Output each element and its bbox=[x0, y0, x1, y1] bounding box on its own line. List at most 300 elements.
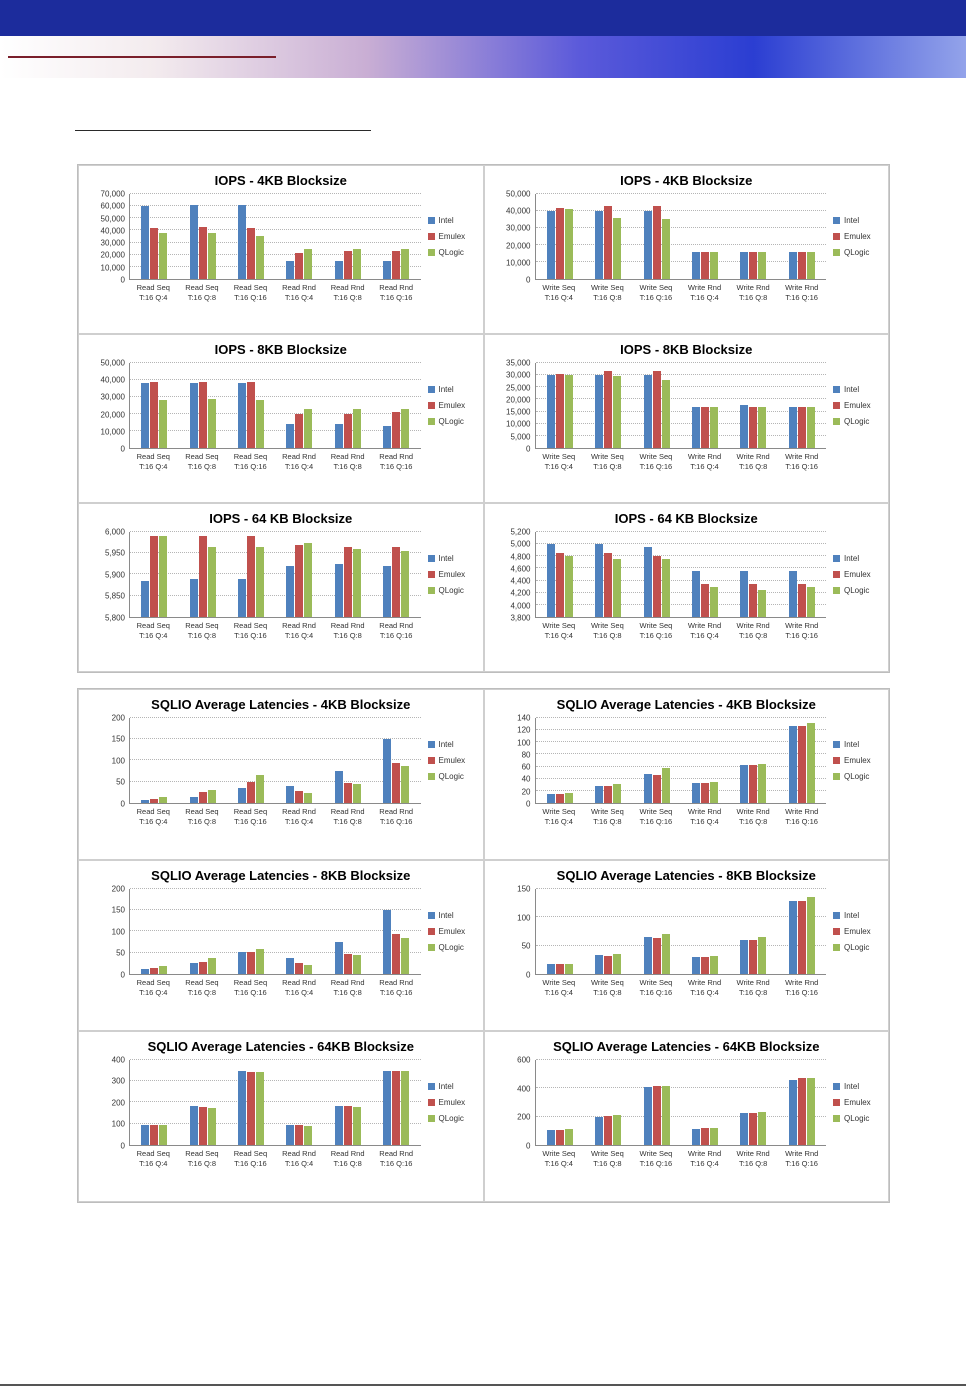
bar-emulex bbox=[701, 252, 709, 279]
legend-item bbox=[428, 554, 477, 563]
bar-group bbox=[584, 532, 632, 617]
bar-group bbox=[584, 718, 632, 803]
x-category-line1: Read Rnd bbox=[330, 282, 365, 292]
x-category-line1: Write Seq bbox=[542, 451, 576, 461]
bar-intel bbox=[190, 579, 198, 617]
x-category-line2: T:16 Q:8 bbox=[738, 292, 768, 302]
bar-group bbox=[372, 1060, 420, 1145]
bar-qlogic bbox=[662, 768, 670, 803]
y-axis-label: 20,000 bbox=[506, 241, 531, 251]
y-axis-label: 4,800 bbox=[510, 552, 531, 562]
bar-group bbox=[778, 363, 826, 448]
plot-column bbox=[535, 363, 827, 500]
x-category-line2: T:16 Q:8 bbox=[593, 461, 622, 471]
x-category-label bbox=[777, 807, 826, 827]
x-category-label bbox=[632, 978, 681, 998]
header-gradient-band bbox=[0, 36, 966, 78]
bar-intel bbox=[789, 901, 797, 974]
legend-item bbox=[428, 1114, 477, 1123]
bar-intel bbox=[740, 765, 748, 803]
bar-intel bbox=[644, 1087, 652, 1145]
x-category-line2: T:16 Q:4 bbox=[139, 292, 168, 302]
chart-title: IOPS - 8KB Blocksize bbox=[620, 342, 753, 357]
bar-emulex bbox=[653, 556, 661, 617]
bar-group bbox=[275, 889, 323, 974]
y-axis-label: 40,000 bbox=[100, 226, 125, 236]
bar-group bbox=[729, 194, 777, 279]
bar-emulex bbox=[392, 934, 400, 974]
x-category-label bbox=[535, 621, 584, 641]
legend-swatch bbox=[833, 928, 840, 935]
x-category-label bbox=[226, 978, 275, 998]
legend bbox=[826, 1060, 882, 1146]
x-category-label bbox=[178, 621, 227, 641]
legend-swatch bbox=[428, 1083, 435, 1090]
legend-label: Emulex bbox=[844, 232, 871, 242]
bar-intel bbox=[692, 957, 700, 974]
x-category-line2: T:16 Q:16 bbox=[234, 987, 267, 997]
bar-intel bbox=[595, 955, 603, 974]
legend-label: Intel bbox=[844, 554, 860, 564]
legend-swatch bbox=[833, 402, 840, 409]
y-axis-label: 0 bbox=[526, 275, 531, 285]
bar-qlogic bbox=[353, 955, 361, 974]
x-category-line1: Write Rnd bbox=[687, 620, 722, 630]
bar-qlogic bbox=[159, 1125, 167, 1145]
bar-intel bbox=[595, 375, 603, 448]
x-category-label bbox=[583, 452, 632, 472]
x-category-label bbox=[178, 978, 227, 998]
bar-intel bbox=[238, 383, 246, 448]
legend-label: Intel bbox=[844, 911, 860, 921]
bar-emulex bbox=[344, 414, 352, 448]
bar-emulex bbox=[798, 407, 806, 448]
chart-title: IOPS - 4KB Blocksize bbox=[214, 173, 347, 188]
y-axis bbox=[491, 189, 535, 285]
x-category-line1: Read Seq bbox=[185, 620, 219, 630]
bar-intel bbox=[383, 261, 391, 279]
bar-emulex bbox=[653, 1086, 661, 1145]
x-category-label bbox=[680, 621, 729, 641]
bar-qlogic bbox=[807, 587, 815, 617]
y-axis-label: 5,900 bbox=[104, 570, 125, 580]
bar-group bbox=[324, 1060, 372, 1145]
legend bbox=[826, 889, 882, 975]
x-category-line1: Read Seq bbox=[136, 806, 170, 816]
y-axis-label: 50,000 bbox=[100, 214, 125, 224]
y-axis-label: 50,000 bbox=[100, 358, 125, 368]
bar-intel bbox=[692, 783, 700, 803]
chart-cell bbox=[78, 860, 484, 1031]
legend-swatch bbox=[833, 773, 840, 780]
bar-group bbox=[324, 194, 372, 279]
bar-intel bbox=[789, 252, 797, 279]
legend-item bbox=[833, 756, 882, 765]
y-axis-label: 120 bbox=[517, 725, 531, 735]
bar-qlogic bbox=[353, 784, 361, 803]
bar-intel bbox=[335, 424, 343, 448]
chart-cell bbox=[78, 1031, 484, 1202]
x-category-line2: T:16 Q:4 bbox=[139, 1158, 168, 1168]
bar-emulex bbox=[150, 968, 158, 974]
x-category-line1: Read Seq bbox=[233, 806, 268, 816]
bar-emulex bbox=[199, 962, 207, 973]
x-category-line2: T:16 Q:4 bbox=[690, 630, 719, 640]
x-category-line1: Write Rnd bbox=[785, 451, 819, 461]
legend bbox=[826, 194, 882, 280]
bar-intel bbox=[595, 544, 603, 617]
y-axis-label: 5,800 bbox=[104, 613, 125, 623]
x-category-line1: Read Rnd bbox=[379, 451, 414, 461]
legend-label: Emulex bbox=[844, 1098, 871, 1108]
legend-label: QLogic bbox=[844, 248, 870, 258]
x-category-label bbox=[372, 1149, 421, 1169]
bar-qlogic bbox=[662, 559, 670, 617]
legend-swatch bbox=[833, 249, 840, 256]
legend-label: QLogic bbox=[438, 248, 464, 258]
bar-emulex bbox=[556, 208, 564, 279]
bar-group bbox=[536, 194, 584, 279]
bar-emulex bbox=[150, 382, 158, 448]
bar-emulex bbox=[392, 1071, 400, 1145]
bar-emulex bbox=[392, 251, 400, 279]
y-axis bbox=[491, 1055, 535, 1151]
x-category-line1: Write Rnd bbox=[736, 806, 770, 816]
bar-qlogic bbox=[758, 764, 766, 803]
x-category-line2: T:16 Q:8 bbox=[593, 292, 622, 302]
bar-emulex bbox=[749, 252, 757, 279]
chart-title: SQLIO Average Latencies - 64KB Blocksize bbox=[553, 1039, 820, 1054]
bar-group bbox=[632, 363, 680, 448]
bar-intel bbox=[141, 383, 149, 448]
y-axis bbox=[85, 713, 129, 809]
bar-qlogic bbox=[565, 375, 573, 448]
bar-group bbox=[275, 1060, 323, 1145]
x-category-label bbox=[226, 807, 275, 827]
x-category-line2: T:16 Q:8 bbox=[333, 630, 362, 640]
y-axis-label: 5,000 bbox=[510, 539, 531, 549]
chart-body bbox=[85, 358, 477, 500]
x-category-line2: T:16 Q:8 bbox=[738, 987, 768, 997]
bar-emulex bbox=[199, 792, 207, 803]
bar-intel bbox=[692, 252, 700, 279]
x-category-line2: T:16 Q:16 bbox=[379, 987, 413, 997]
x-category-line1: Write Seq bbox=[590, 977, 624, 987]
plot-column bbox=[129, 889, 421, 1028]
chart-title: SQLIO Average Latencies - 4KB Blocksize bbox=[151, 697, 411, 712]
plot-column bbox=[129, 718, 421, 857]
legend-swatch bbox=[833, 418, 840, 425]
bar-intel bbox=[644, 211, 652, 279]
x-category-label bbox=[777, 1149, 826, 1169]
bar-emulex bbox=[247, 228, 255, 279]
x-axis-labels bbox=[535, 621, 827, 641]
legend bbox=[421, 889, 477, 975]
bar-emulex bbox=[199, 382, 207, 448]
bar-intel bbox=[190, 383, 198, 448]
bar-qlogic bbox=[807, 1078, 815, 1145]
x-category-line1: Write Seq bbox=[639, 282, 673, 292]
chart-title: SQLIO Average Latencies - 8KB Blocksize bbox=[556, 868, 816, 883]
y-axis-label: 200 bbox=[111, 884, 125, 894]
legend-label: Emulex bbox=[438, 756, 466, 766]
bar-qlogic bbox=[710, 252, 718, 279]
bar-emulex bbox=[295, 414, 303, 448]
legend-item bbox=[833, 232, 882, 241]
bar-qlogic bbox=[662, 934, 670, 974]
bar-group bbox=[130, 194, 178, 279]
legend-item bbox=[833, 911, 882, 920]
bar-intel bbox=[335, 261, 343, 279]
x-category-line2: T:16 Q:8 bbox=[593, 1158, 622, 1168]
bar-qlogic bbox=[256, 400, 264, 448]
bar-intel bbox=[789, 571, 797, 617]
x-category-label bbox=[323, 452, 372, 472]
x-axis-labels bbox=[535, 978, 827, 998]
x-axis-labels bbox=[535, 807, 827, 827]
chart-body bbox=[85, 884, 477, 1028]
bar-qlogic bbox=[159, 400, 167, 448]
bar-group bbox=[227, 194, 275, 279]
y-axis-label: 20,000 bbox=[100, 250, 125, 260]
legend-item bbox=[428, 1098, 477, 1107]
bar-emulex bbox=[247, 782, 255, 803]
bar-qlogic bbox=[208, 233, 216, 279]
bar-intel bbox=[286, 1125, 294, 1145]
x-category-line1: Read Seq bbox=[185, 451, 219, 461]
legend-item bbox=[428, 417, 477, 426]
legend-label: QLogic bbox=[438, 1114, 464, 1124]
bar-qlogic bbox=[208, 958, 216, 974]
legend bbox=[421, 1060, 477, 1146]
plot-column bbox=[535, 532, 827, 669]
x-category-line2: T:16 Q:4 bbox=[690, 816, 719, 826]
x-category-line1: Read Rnd bbox=[379, 806, 414, 816]
chart-body bbox=[491, 358, 883, 500]
x-category-line2: T:16 Q:8 bbox=[333, 1158, 362, 1168]
bar-group bbox=[778, 194, 826, 279]
x-category-line1: Write Rnd bbox=[687, 1148, 722, 1158]
bar-qlogic bbox=[304, 965, 312, 974]
bar-qlogic bbox=[662, 219, 670, 279]
bar-qlogic bbox=[758, 1112, 766, 1145]
bar-intel bbox=[547, 544, 555, 617]
bar-emulex bbox=[749, 765, 757, 803]
chart-body bbox=[85, 1055, 477, 1199]
bar-intel bbox=[238, 205, 246, 279]
plot-column bbox=[535, 718, 827, 857]
x-axis-labels bbox=[129, 283, 421, 303]
bar-emulex bbox=[247, 382, 255, 448]
x-category-line2: T:16 Q:16 bbox=[379, 461, 413, 471]
x-category-line1: Read Seq bbox=[136, 451, 170, 461]
bar-emulex bbox=[604, 206, 612, 279]
bar-group bbox=[778, 1060, 826, 1145]
x-category-line2: T:16 Q:4 bbox=[544, 461, 573, 471]
bar-emulex bbox=[247, 952, 255, 974]
legend bbox=[421, 363, 477, 449]
bar-qlogic bbox=[758, 590, 766, 617]
x-category-label bbox=[729, 807, 778, 827]
y-axis bbox=[491, 884, 535, 980]
y-axis-label: 10,000 bbox=[506, 419, 531, 429]
legend-label: Emulex bbox=[438, 232, 466, 242]
x-category-line2: T:16 Q:4 bbox=[544, 1158, 573, 1168]
bar-emulex bbox=[749, 584, 757, 617]
x-category-line1: Read Rnd bbox=[282, 451, 316, 461]
x-category-label bbox=[777, 978, 826, 998]
x-category-line1: Write Rnd bbox=[736, 977, 770, 987]
x-category-line1: Read Seq bbox=[233, 282, 268, 292]
bar-group bbox=[729, 889, 777, 974]
bar-qlogic bbox=[401, 766, 409, 803]
y-axis-label: 3,800 bbox=[510, 613, 531, 623]
x-category-line1: Read Seq bbox=[185, 977, 219, 987]
chart-body bbox=[85, 189, 477, 331]
x-category-line2: T:16 Q:4 bbox=[544, 630, 573, 640]
bar-intel bbox=[547, 1130, 555, 1145]
plot-area bbox=[535, 718, 827, 804]
plot-column bbox=[535, 889, 827, 1028]
legend-swatch bbox=[428, 217, 435, 224]
chart-body bbox=[491, 189, 883, 331]
x-axis-labels bbox=[535, 452, 827, 472]
y-axis-label: 0 bbox=[120, 799, 125, 809]
legend-label: Intel bbox=[438, 1082, 454, 1092]
x-category-label bbox=[680, 978, 729, 998]
legend-item bbox=[833, 401, 882, 410]
y-axis-label: 100 bbox=[111, 1119, 125, 1129]
bar-qlogic bbox=[710, 782, 718, 803]
bar-group bbox=[729, 363, 777, 448]
bar-qlogic bbox=[401, 551, 409, 617]
header-title-underline bbox=[8, 56, 276, 58]
bar-qlogic bbox=[565, 1129, 573, 1145]
bar-intel bbox=[383, 566, 391, 617]
x-category-label bbox=[680, 283, 729, 303]
x-category-line1: Read Seq bbox=[136, 977, 170, 987]
y-axis-label: 50,000 bbox=[506, 189, 531, 199]
x-category-line1: Write Seq bbox=[590, 806, 624, 816]
legend-swatch bbox=[428, 587, 435, 594]
y-axis-label: 200 bbox=[517, 1112, 531, 1122]
y-axis-label: 20,000 bbox=[100, 410, 125, 420]
bar-group bbox=[536, 718, 584, 803]
x-category-line1: Write Seq bbox=[542, 282, 576, 292]
x-category-label bbox=[680, 1149, 729, 1169]
legend-item bbox=[833, 216, 882, 225]
x-category-line2: T:16 Q:16 bbox=[639, 461, 673, 471]
x-category-line2: T:16 Q:4 bbox=[284, 630, 314, 640]
bar-qlogic bbox=[613, 954, 621, 974]
legend-item bbox=[833, 927, 882, 936]
bar-qlogic bbox=[710, 1128, 718, 1145]
bar-intel bbox=[789, 1080, 797, 1144]
bar-intel bbox=[141, 969, 149, 974]
bar-qlogic bbox=[758, 252, 766, 279]
y-axis-label: 5,950 bbox=[104, 548, 125, 558]
bar-qlogic bbox=[565, 556, 573, 617]
legend-swatch bbox=[833, 555, 840, 562]
y-axis-label: 4,600 bbox=[510, 564, 531, 574]
legend-swatch bbox=[428, 571, 435, 578]
x-category-line1: Write Seq bbox=[590, 282, 624, 292]
bar-intel bbox=[644, 937, 652, 974]
bar-group bbox=[729, 532, 777, 617]
bar-intel bbox=[190, 797, 198, 803]
chart-cell bbox=[78, 689, 484, 860]
bar-qlogic bbox=[208, 399, 216, 448]
x-category-line1: Write Rnd bbox=[687, 977, 722, 987]
bar-intel bbox=[286, 424, 294, 448]
bar-intel bbox=[595, 1117, 603, 1145]
bar-group bbox=[681, 532, 729, 617]
plot-area bbox=[129, 889, 421, 975]
bar-group bbox=[130, 718, 178, 803]
x-category-line1: Write Seq bbox=[590, 451, 624, 461]
x-axis-labels bbox=[535, 1149, 827, 1169]
legend-label: Intel bbox=[844, 740, 860, 750]
bar-group bbox=[632, 889, 680, 974]
legend-label: Emulex bbox=[438, 927, 466, 937]
bar-group bbox=[372, 532, 420, 617]
x-category-label bbox=[632, 1149, 681, 1169]
y-axis-label: 0 bbox=[120, 1141, 125, 1151]
legend-item bbox=[833, 248, 882, 257]
bar-qlogic bbox=[208, 547, 216, 617]
legend-label: Emulex bbox=[844, 756, 871, 766]
bar-emulex bbox=[295, 791, 303, 802]
x-category-label bbox=[178, 807, 227, 827]
bar-qlogic bbox=[159, 233, 167, 279]
x-category-line1: Read Rnd bbox=[379, 1148, 414, 1158]
x-category-label bbox=[372, 621, 421, 641]
bar-qlogic bbox=[304, 249, 312, 279]
bar-group bbox=[324, 889, 372, 974]
x-category-label bbox=[129, 1149, 178, 1169]
x-category-line1: Read Rnd bbox=[330, 620, 365, 630]
bar-emulex bbox=[701, 783, 709, 803]
bar-qlogic bbox=[613, 559, 621, 617]
bar-group bbox=[227, 532, 275, 617]
bar-emulex bbox=[150, 228, 158, 279]
x-category-line1: Write Rnd bbox=[736, 451, 770, 461]
y-axis-label: 50 bbox=[116, 948, 125, 958]
x-category-line1: Read Seq bbox=[233, 1148, 268, 1158]
x-category-line1: Write Rnd bbox=[736, 620, 770, 630]
y-axis-label: 5,000 bbox=[510, 432, 531, 442]
y-axis-label: 60,000 bbox=[100, 201, 125, 211]
bar-emulex bbox=[653, 371, 661, 448]
bar-emulex bbox=[653, 206, 661, 279]
x-category-line2: T:16 Q:8 bbox=[738, 1158, 768, 1168]
bar-group bbox=[227, 1060, 275, 1145]
bar-intel bbox=[740, 252, 748, 279]
x-category-line2: T:16 Q:4 bbox=[139, 816, 168, 826]
legend-label: Emulex bbox=[844, 570, 871, 580]
x-category-label bbox=[129, 452, 178, 472]
x-category-line2: T:16 Q:8 bbox=[333, 987, 362, 997]
bar-group bbox=[178, 1060, 226, 1145]
legend-item bbox=[428, 216, 477, 225]
bar-group bbox=[130, 532, 178, 617]
bar-group bbox=[778, 889, 826, 974]
y-axis bbox=[491, 358, 535, 454]
y-axis-label: 0 bbox=[120, 970, 125, 980]
y-axis-label: 6,000 bbox=[104, 527, 125, 537]
x-category-label bbox=[372, 978, 421, 998]
legend-label: Intel bbox=[438, 216, 454, 226]
